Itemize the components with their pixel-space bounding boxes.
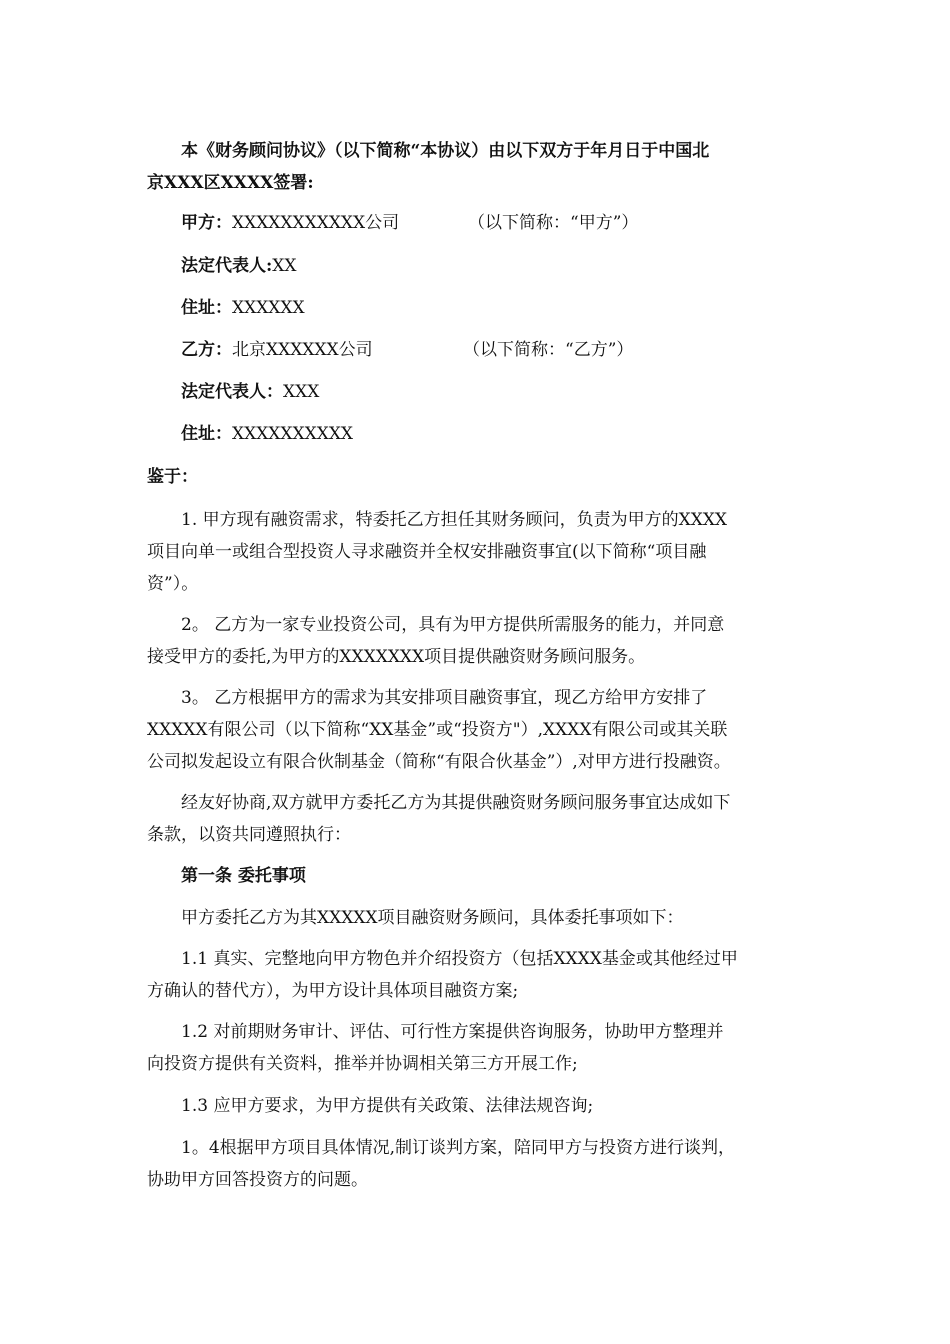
article1-item1-line2: 方确认的替代方），为甲方设计具体项目融资方案; (147, 981, 519, 1001)
article1-item3: 1.3 应甲方要求，为甲方提供有关政策、法律法规咨询; (181, 1096, 594, 1116)
party-a-addr-line (181, 295, 305, 321)
article1-item2-line2: 向投资方提供有关资料，推举并协调相关第三方开展工作; (147, 1054, 578, 1074)
whereas-item1-line1: 1. 甲方现有融资需求，特委托乙方担任其财务顾问，负责为甲方的XXXX (181, 510, 728, 530)
whereas-item1-line2: 项目向单一或组合型投资人寻求融资并全权安排融资事宜(以下简称“项目融 (147, 542, 707, 562)
party-b-addr-line (181, 421, 353, 447)
article1-item2-line1: 1.2 对前期财务审计、评估、可行性方案提供咨询服务，协助甲方整理并 (181, 1022, 724, 1042)
party-a-alias: （以下简称：“甲方”） (468, 213, 639, 233)
party-b-rep-value: XXX (283, 382, 320, 402)
party-a-addr-label: 住址： (181, 298, 232, 318)
intro-line-1: 本《财务顾问协议》（以下简称“本协议）由以下双方于年月日于中国北 (181, 141, 710, 161)
party-a-name: XXXXXXXXXXX公司 (232, 213, 400, 233)
article1-intro: 甲方委托乙方为其XXXXX项目融资财务顾问，具体委托事项如下： (181, 908, 684, 928)
whereas-item3-line2: XXXXX有限公司（以下简称“XX基金”或“投资方"）,XXXX有限公司或其关联 (147, 720, 728, 740)
agreement-line2: 条款，以资共同遵照执行： (147, 825, 351, 845)
party-a-label: 甲方： (181, 213, 232, 233)
party-b-addr-value: XXXXXXXXXX (232, 424, 354, 444)
article1-heading: 第一条 委托事项 (181, 866, 306, 886)
party-b-label: 乙方： (181, 340, 232, 360)
article1-item4-line1: 1。4根据甲方项目具体情况,制订谈判方案，陪同甲方与投资方进行谈判， (181, 1138, 736, 1158)
party-b-rep-line (181, 379, 319, 405)
whereas-item3-line1: 3。 乙方根据甲方的需求为其安排项目融资事宜，现乙方给甲方安排了 (181, 688, 708, 708)
party-a-line (181, 210, 399, 236)
whereas-item3-line3: 公司拟发起设立有限合伙制基金（简称“有限合伙基金”）,对甲方进行投融资。 (147, 752, 731, 772)
party-b-alias: （以下简称：“乙方”） (463, 340, 634, 360)
agreement-line1: 经友好协商,双方就甲方委托乙方为其提供融资财务顾问服务事宜达成如下 (181, 793, 731, 813)
party-a-addr-value: XXXXXX (232, 298, 305, 318)
whereas-item1-line3: 资”）。 (147, 574, 199, 594)
party-a-rep-label: 法定代表人: (181, 256, 273, 276)
whereas-item2-line2: 接受甲方的委托,为甲方的XXXXXXX项目提供融资财务顾问服务。 (147, 647, 646, 667)
whereas-heading: 鉴于： (147, 467, 198, 487)
party-b-rep-label: 法定代表人： (181, 382, 283, 402)
article1-item4-line2: 协助甲方回答投资方的问题。 (147, 1170, 368, 1190)
party-a-rep-value: XX (272, 256, 297, 276)
party-b-addr-label: 住址： (181, 424, 232, 444)
party-a-rep-line (181, 253, 297, 279)
party-b-line (181, 337, 373, 363)
whereas-item2-line1: 2。 乙方为一家专业投资公司，具有为甲方提供所需服务的能力，并同意 (181, 615, 725, 635)
intro-line-2: 京XXX区XXXX签署: (147, 173, 314, 193)
article1-item1-line1: 1.1 真实、完整地向甲方物色并介绍投资方（包括XXXX基金或其他经过甲 (181, 949, 738, 969)
party-b-name: 北京XXXXXX公司 (232, 340, 373, 360)
